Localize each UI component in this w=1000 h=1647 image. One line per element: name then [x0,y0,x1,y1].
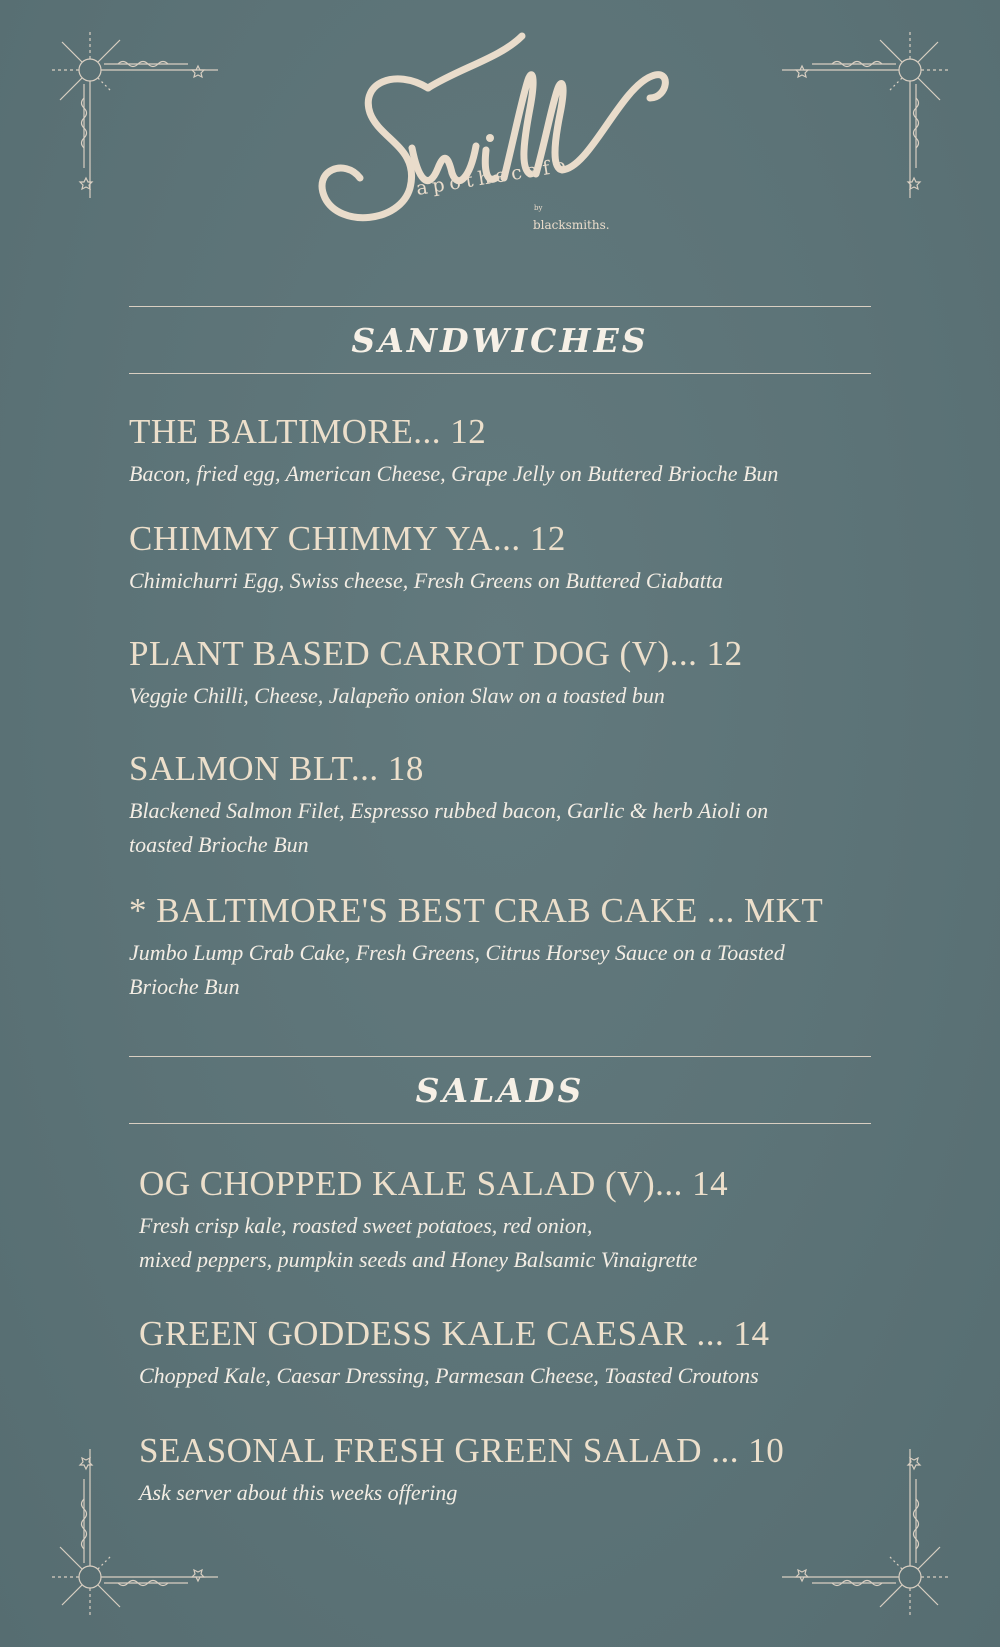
item-description: Ask server about this weeks offering [139,1480,458,1505]
corner-ornament-icon [772,28,952,208]
menu-item [129,890,889,1004]
item-name: * BALTIMORE'S BEST CRAB CAKE ... MKT [129,891,824,930]
item-description: toasted Brioche Bun [129,832,309,857]
menu-item [129,748,889,862]
menu-item [139,1313,899,1393]
section-title: SALADS [415,1070,585,1110]
item-description: Blackened Salmon Filet, Espresso rubbed bacon, Garlic & herb Aioli on [129,798,769,823]
item-description: mixed peppers, pumpkin seeds and Honey Balsamic Vinaigrette [139,1247,698,1272]
swill-logo [300,28,700,248]
item-name: THE BALTIMORE... 12 [129,412,487,451]
logo-brand: blacksmiths. [533,218,610,232]
item-description: Bacon, fried egg, American Cheese, Grape Jelly on Buttered Brioche Bun [129,461,779,486]
item-description: Jumbo Lump Crab Cake, Fresh Greens, Citrus Horsey Sauce on a Toasted [129,940,785,965]
logo-subtitle: apothecafe [414,153,573,200]
item-name: PLANT BASED CARROT DOG (V)... 12 [129,634,743,673]
item-description: Chopped Kale, Caesar Dressing, Parmesan Cheese, Toasted Croutons [139,1363,759,1388]
menu-item [139,1430,899,1510]
item-name: OG CHOPPED KALE SALAD (V)... 14 [139,1164,729,1203]
swill-script-logo-icon [300,28,700,248]
item-description: Brioche Bun [129,974,240,999]
menu-item [139,1163,899,1277]
corner-ornament-icon [48,28,228,208]
logo-by: by [534,204,543,212]
section-title: SANDWICHES [351,320,649,360]
item-name: CHIMMY CHIMMY YA... 12 [129,519,566,558]
menu-item [129,411,889,491]
item-description: Fresh crisp kale, roasted sweet potatoes, red onion, [139,1213,593,1238]
item-name: SEASONAL FRESH GREEN SALAD ... 10 [139,1431,785,1470]
item-description: Veggie Chilli, Cheese, Jalapeño onion Slaw on a toasted bun [129,683,665,708]
item-description: Chimichurri Egg, Swiss cheese, Fresh Greens on Buttered Ciabatta [129,568,723,593]
menu-item [129,633,889,713]
section-header-salads [129,1056,871,1124]
menu-item [129,518,889,598]
section-header-sandwiches [129,306,871,374]
item-name: SALMON BLT... 18 [129,749,424,788]
item-name: GREEN GODDESS KALE CAESAR ... 14 [139,1314,770,1353]
